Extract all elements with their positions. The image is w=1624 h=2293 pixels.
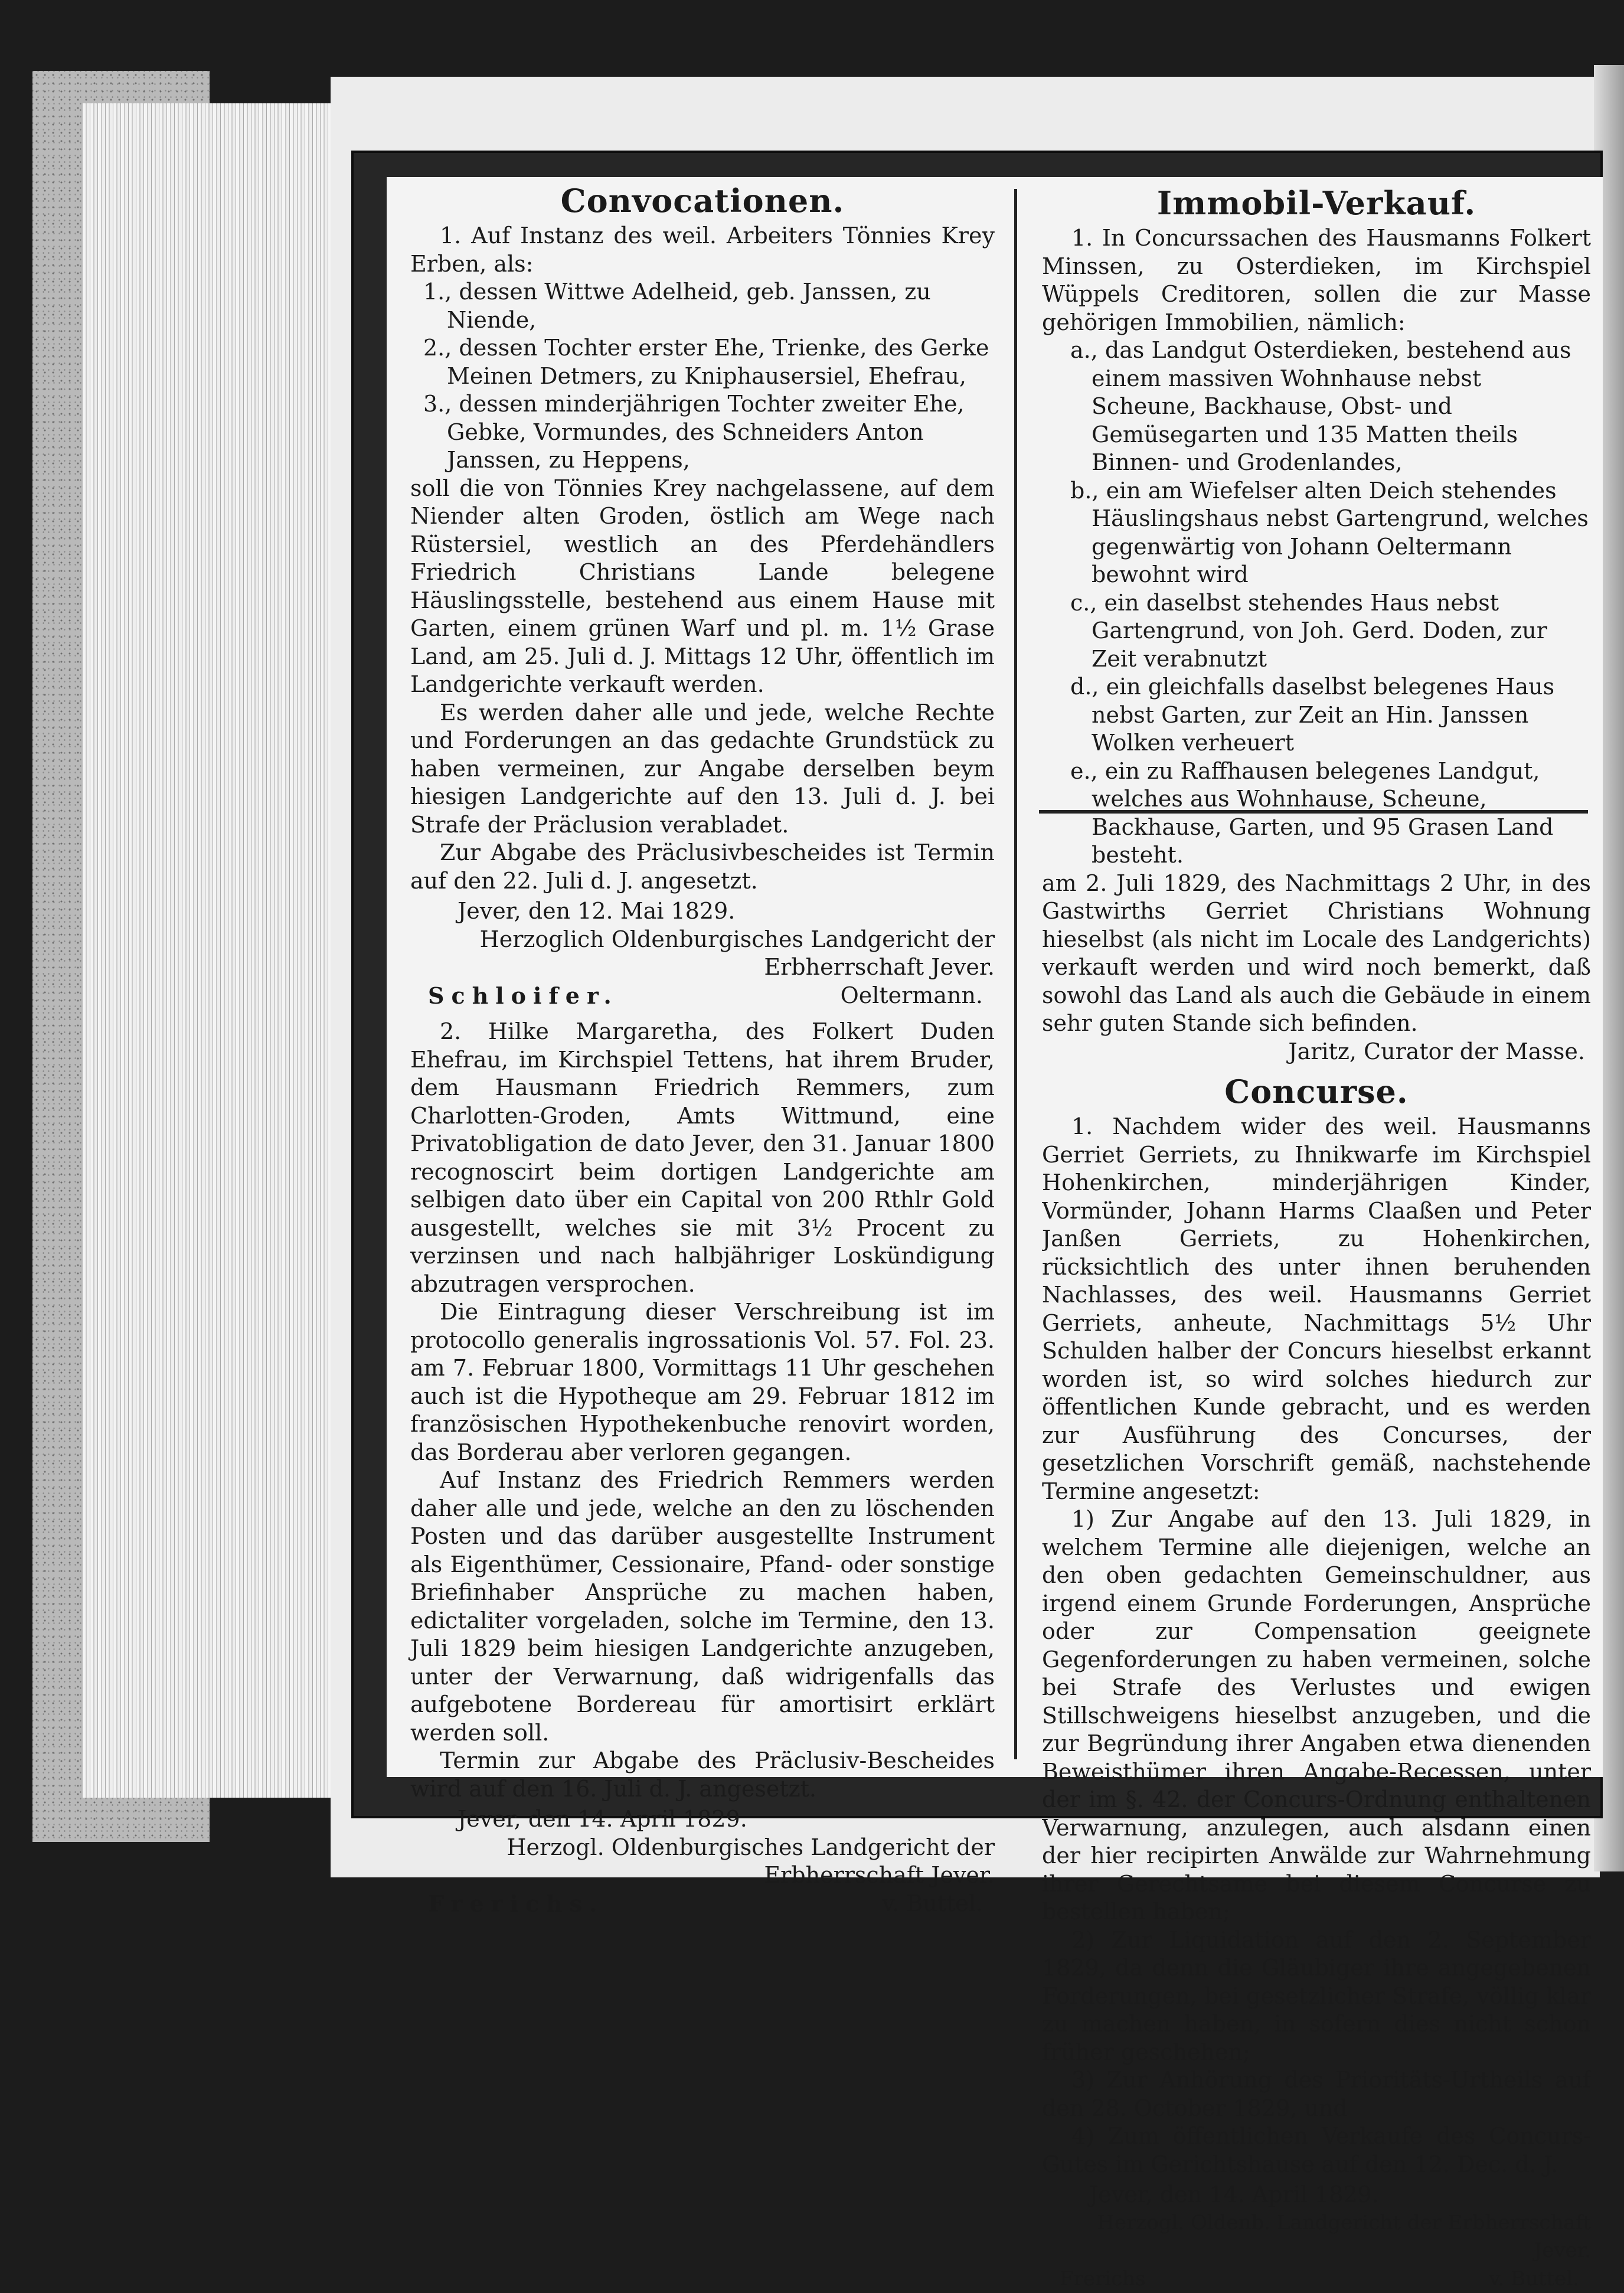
notice-2-para3: Auf Instanz des Friedrich Remmers werden daher alle und jede, welche an den zu löschenden Posten und das darüber ausgestellte Instrument als Eigenthümer, Cessionaire, Pfand- oder sonstige Briefinhaber Ansprüche zu machen haben, edictaliter vorgeladen, solche im Termine, den 13. Juli 1829 beim hiesigen Landgerichte anzugeben, unter der Verwarnung, daß widrigenfalls das aufgebotene Bordereau für amortisirt erklärt werden soll. [410,1466,995,1747]
concurs-signer-frerichs: Frerichs [1060,2265,1145,2293]
signer-oeltermann: Oeltermann. [841,982,983,1010]
concurse-heading: Concurse. [1042,1074,1591,1109]
notice-1-court: Herzoglich Oldenburgisches Landgericht der Erbherrschaft Jever. [410,926,995,982]
page-stack-edges [83,103,342,1798]
immobil-verkauf-heading: Immobil-Verkauf. [1042,185,1591,221]
sale-item-b: b., ein am Wiefelser alten Deich stehendes Häuslingshaus nebst Gartengrund, welches gegenwärtig von Johann Oeltermann bewohnt wird [1042,477,1591,589]
notice-1-para3: Zur Abgabe des Präclusivbescheides ist Termin auf den 22. Juli d. J. angesetzt. [410,839,995,895]
concurs-term-4: 4) Zum öffentlichen Verkaufe des Concurs-Gutes im Gerichtshause auf den 12. Dec. d. J. [1042,2122,1591,2178]
concurs-term-2: 2) Zur Liquidation auf den 2. September 1829, da denn die Gläubiger ihre angegebenen Forderungen, bei gesetzlicher Strafe, völlig klar zu machen haben, in sofern dies nicht schon früher geschehen; [1042,1926,1591,2067]
sale-item-e: e., ein zu Raffhausen belegenes Landgut, welches aus Wohnhause, Scheune, Backhause, Garten, und 95 Grasen Land besteht. [1042,757,1591,870]
sale-intro: 1. In Concurssachen des Hausmanns Folkert Minssen, zu Osterdieken, im Kirchspiel Wüppels Creditoren, sollen die zur Masse gehörigen Immobilien, nämlich: [1042,224,1591,337]
notice-1-para2: Es werden daher alle und jede, welche Rechte und Forderungen an das gedachte Grundstück zu haben vermeinen, zur Angabe derselben beym hiesigen Landgerichte auf den 13. Juli d. J. bei Strafe der Präclusion verabladet. [410,699,995,840]
concurs-signatures [1042,2265,1591,2293]
concurs-signer-v-buttel: v. Buttel. [1489,2265,1579,2293]
column-divider [1014,189,1017,1759]
notice-2-signatures [410,1890,995,1918]
notice-1-intro: 1. Auf Instanz des weil. Arbeiters Tönnies Krey Erben, als: [410,222,995,278]
concurs-term-3: 3) Zur Anhörung des Prioritäts-Urtheils auf den 28. October 1829, und [1042,2066,1591,2122]
signer-frerichs: Frerichs. [428,1890,604,1918]
concurs-term-1: 1) Zur Angabe auf den 13. Juli 1829, in welchem Termine alle diejenigen, welche an den oben gedachten Gemeinschuldner, aus irgend einem Grunde Forderungen, Ansprüche oder zur Compensation geeignete Gegenforderungen zu haben vermeinen, solche bei Strafe des Verlustes und ewigen Stillschweigens hieselbst anzugeben, und die zur Begründung ihrer Angaben etwa dienenden Beweisthümer ihren Angabe-Recessen, unter der im §. 42. der Concurs-Ordnung enthaltenen Verwarnung, anzulegen, auch alsdann einen der hier recipirten Anwälde zur Wahrnehmung ihrer Gerechtsame bei diesem Concurse zu bestellen haben; [1042,1505,1591,1926]
convocationen-heading: Convocationen. [410,183,995,218]
left-column [410,183,995,1918]
concurs-date: Jever, den 14. April 1829. [1042,2181,1591,2209]
sale-item-c: c., ein daselbst stehendes Haus nebst Gartengrund, von Joh. Gerd. Doden, zur Zeit verabnutzt [1042,589,1591,674]
notice-2-para4: Termin zur Abgabe des Präclusiv-Bescheides wird auf den 16. Juli d. J. angesetzt. [410,1747,995,1803]
notice-2-para1: 2. Hilke Margaretha, des Folkert Duden Ehefrau, im Kirchspiel Tettens, hat ihrem Bruder, dem Hausmann Friedrich Remmers, zum Charlotten-Groden, Amts Wittmund, eine Privatobligation de dato Jever, den 31. Januar 1800 recognoscirt beim dortigen Landgerichte am selbigen dato über ein Capital von 200 Rthlr Gold ausgestellt, welches sie mit 3½ Procent zu verzinsen und nach halbjähriger Loskündigung abzutragen versprochen. [410,1018,995,1298]
signer-schloifer: Schloifer. [428,982,619,1010]
notice-1-date: Jever, den 12. Mai 1829. [410,897,995,926]
concurs-court: Herzogl. Oldenb. Landgericht der Erbherrschaft Jever. [1042,2209,1591,2265]
sale-body: am 2. Juli 1829, des Nachmittags 2 Uhr, in des Gastwirths Gerriet Christians Wohnung hieselbst (als nicht im Locale des Landgerichts) verkauft werden und wird noch bemerkt, daß sowohl das Land als auch die Gebäude in einem sehr guten Stande sich befinden. [1042,870,1591,1038]
notice-1-body: soll die von Tönnies Krey nachgelassene, auf dem Niender alten Groden, östlich am Wege nach Rüstersiel, westlich an des Pferdehändlers Friedrich Christians Lande belegene Häuslingsstelle, bestehend aus einem Hause mit Garten, einem grünen Warf und pl. m. 1½ Grase Land, am 25. Juli d. J. Mittags 12 Uhr, öffentlich im Landgerichte verkauft werden. [410,475,995,699]
sale-curator: Jaritz, Curator der Masse. [1042,1038,1591,1066]
notice-2-court: Herzogl. Oldenburgisches Landgericht der Erbherrschaft Jever. [410,1834,995,1890]
notice-1-signatures [410,982,995,1010]
heir-2: 2., dessen Tochter erster Ehe, Trienke, des Gerke Meinen Detmers, zu Kniphausersiel, Ehefrau, [410,334,995,390]
notice-2-date: Jever, den 14. April 1829. [410,1805,995,1834]
heir-3: 3., dessen minderjährigen Tochter zweiter Ehe, Gebke, Vormundes, des Schneiders Anton Janssen, zu Heppens, [410,390,995,475]
heir-1: 1., dessen Wittwe Adelheid, geb. Janssen, zu Niende, [410,278,995,334]
concurs-para1: 1. Nachdem wider des weil. Hausmanns Gerriet Gerriets, zu Ihnikwarfe im Kirchspiel Hohenkirchen, minderjährigen Kinder, Vormünder, Johann Harms Claaßen und Peter Janßen Gerriets, zu Hohenkirchen, rücksichtlich des unter ihnen beruhenden Nachlasses, des weil. Hausmanns Gerriet Gerriets, anheute, Nachmittags 5½ Uhr Schulden halber der Concurs hieselbst erkannt worden ist, so wird solches hiedurch zur öffentlichen Kunde gebracht, und es werden zur Ausführung des Concurses, der gesetzlichen Vorschrift gemäß, nachstehende Termine angesetzt: [1042,1113,1591,1505]
sale-item-a: a., das Landgut Osterdieken, bestehend aus einem massiven Wohnhause nebst Scheune, Backhause, Obst- und Gemüsegarten und 135 Matten theils Binnen- und Grodenlandes, [1042,337,1591,477]
notice-2-para2: Die Eintragung dieser Verschreibung ist im protocollo generalis ingrossationis Vol. 57. Fol. 23. am 7. Februar 1800, Vormittags 11 Uhr geschehen auch ist die Hypotheque am 29. Februar 1812 im französischen Hypothekenbuche renovirt worden, das Borderau aber verloren gegangen. [410,1298,995,1466]
sale-item-d: d., ein gleichfalls daselbst belegenes Haus nebst Garten, zur Zeit an Hin. Janssen Wolken verheuert [1042,673,1591,757]
signer-v-buttel: v. Buttel. [882,1890,983,1918]
right-column [1042,183,1591,2293]
